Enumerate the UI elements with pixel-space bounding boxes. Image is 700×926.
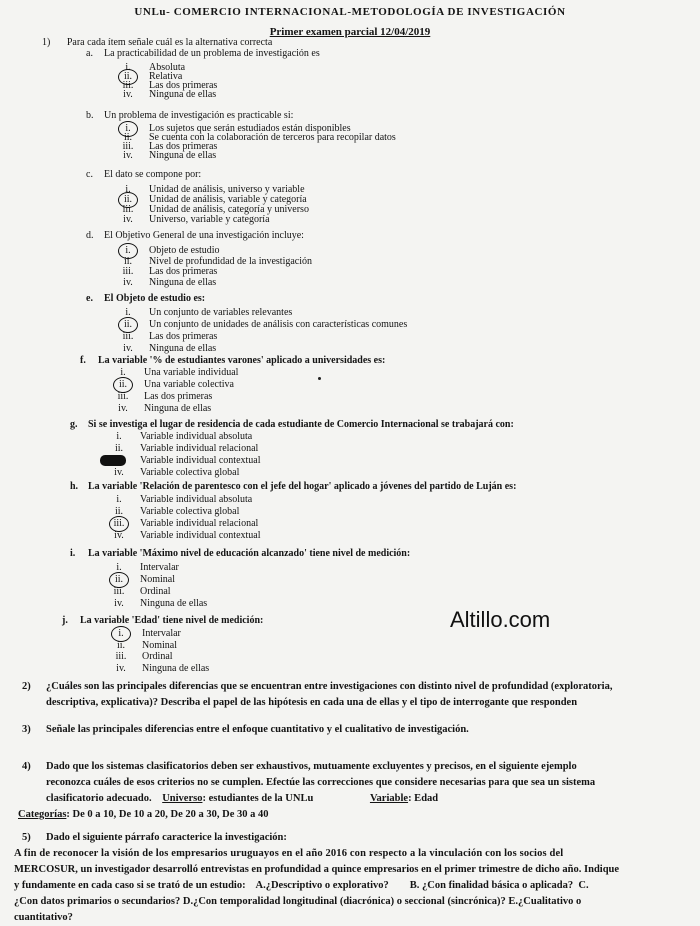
option-numeral: iv. — [123, 276, 133, 288]
option-numeral: iii. — [122, 80, 134, 91]
question-text-line: Dado el siguiente párrafo caracterice la investigación: — [46, 832, 287, 843]
option-text: Las dos primeras — [149, 80, 218, 91]
option-text: Nominal — [140, 574, 175, 585]
question-text-line: MERCOSUR, un investigador desarrolló entrevistas en profundidad a quince empresarios en el primer trimestre de dicho año. Indique — [14, 864, 620, 875]
item-stem — [62, 615, 263, 626]
option-text: Relativa — [149, 71, 183, 82]
question-text-line: A fin de reconocer la visión de los empresarios uruguayos en el año 2016 con respecto a la vinculación con los socios del — [14, 848, 564, 859]
option-numeral: iv. — [118, 403, 128, 414]
option-numeral: iv. — [114, 530, 124, 541]
categorias-value: : De 0 a 10, De 10 a 20, De 20 a 30, De 30 a 40 — [66, 809, 269, 820]
option-text: Un conjunto de unidades de análisis con características comunes — [149, 319, 408, 330]
option-text: Ninguna de ellas — [142, 662, 210, 674]
question-text-line: cuantitativo? — [14, 912, 73, 923]
item-stem-text: La practicabilidad de un problema de investigación es — [104, 48, 320, 59]
option-numeral: iv. — [123, 343, 133, 354]
question-text-line: reconozca cuáles de esos criterios no se cumplen. Efectúe las correcciones que considere necesarias para que sea un sistema — [46, 777, 596, 788]
option-text: Una variable colectiva — [144, 379, 234, 390]
option-numeral: iv. — [116, 662, 126, 674]
item-letter: a. — [86, 48, 93, 59]
option-numeral: iv. — [123, 214, 133, 225]
option-text: Ninguna de ellas — [149, 343, 217, 354]
question-number: 4) — [22, 761, 31, 772]
item-letter: d. — [86, 230, 94, 241]
option-numeral: ii. — [123, 71, 133, 82]
option-numeral: ii. — [114, 506, 124, 517]
option-text: Las dos primeras — [149, 331, 218, 342]
option-text: Una variable individual — [144, 367, 239, 378]
item-stem — [86, 293, 205, 304]
option-numeral: i. — [118, 628, 124, 639]
ink-dot — [318, 377, 321, 380]
item-stem — [86, 48, 320, 59]
question-text-line: clasificatorio adecuado. — [46, 793, 152, 804]
question-text: Para cada ítem señale cuál es la alternativa correcta — [66, 37, 273, 48]
item-stem — [86, 169, 201, 180]
question-3 — [22, 722, 469, 738]
question-4 — [18, 759, 596, 823]
option-numeral: ii. — [118, 379, 128, 390]
option-text: Unidad de análisis, variable y categoría — [149, 194, 307, 205]
option-text: Ordinal — [142, 651, 173, 662]
option-numeral: iv. — [114, 467, 124, 478]
variable-label: Variable — [369, 793, 409, 804]
option-numeral: i. — [116, 562, 122, 573]
option-numeral: ii. — [123, 319, 133, 330]
item-stem — [70, 548, 410, 559]
option-numeral: iii. — [122, 204, 134, 215]
item-stem-text: La variable '% de estudiantes varones' aplicado a universidades es: — [98, 355, 386, 366]
item-stem-text: El Objetivo General de una investigación incluye: — [104, 230, 304, 241]
option-numeral: iv. — [114, 598, 124, 609]
option-numeral: i. — [125, 307, 131, 318]
exam-header-title: UNLu- COMERCIO INTERNACIONAL-METODOLOGÍA DE INVESTIGACIÓN — [134, 6, 566, 18]
variable-value: : Edad — [408, 793, 439, 804]
option-numeral: iii. — [122, 266, 134, 277]
option-numeral: i. — [125, 123, 131, 134]
option-numeral: i. — [125, 184, 131, 195]
option-text: Objeto de estudio — [149, 245, 220, 256]
option-text: Variable individual relacional — [140, 518, 259, 529]
item-stem — [86, 230, 304, 241]
option-text: Ninguna de ellas — [149, 276, 217, 288]
exam-header-subtitle: Primer examen parcial 12/04/2019 — [269, 26, 431, 38]
option-text: Nivel de profundidad de la investigación — [149, 255, 313, 267]
universo-label: Universo — [162, 793, 203, 804]
option-text: Ninguna de ellas — [140, 598, 208, 609]
option-text: Variable individual absoluta — [140, 431, 253, 442]
item-letter: b. — [86, 110, 94, 121]
question-text-line: descriptiva, explicativa)? Describa el papel de las hipótesis en cada una de ellas y el tipo de interrogante que responden — [46, 697, 578, 708]
item-stem-text: El Objeto de estudio es: — [104, 293, 206, 304]
option-text: Variable individual absoluta — [140, 494, 253, 505]
item-stem-text: Si se investiga el lugar de residencia de cada estudiante de Comercio Internacional se trabajará con: — [88, 419, 514, 430]
question-2 — [22, 679, 612, 711]
option-text: Unidad de análisis, universo y variable — [149, 184, 305, 195]
watermark-text: Altillo.com — [450, 607, 551, 632]
option-numeral: ii. — [114, 574, 124, 585]
item-stem-text: La variable 'Relación de parentesco con el jefe del hogar' aplicado a jóvenes del partido de Luján es: — [88, 481, 517, 492]
question-text-line: Dado que los sistemas clasificatorios deben ser exhaustivos, mutuamente excluyentes y precisos, en el siguiente ejemplo — [46, 761, 577, 772]
option-text: Se cuenta con la colaboración de terceros para recopilar datos — [149, 132, 396, 143]
option-text: Variable individual contextual — [140, 530, 261, 541]
item-stem — [86, 110, 293, 121]
option-numeral: iii. — [122, 331, 134, 342]
option-text: Intervalar — [140, 562, 179, 573]
question-text-line: Señale las principales diferencias entre el enfoque cuantitativo y el cualitativo de investigación. — [46, 724, 469, 735]
option-text: Las dos primeras — [149, 141, 218, 152]
question-5 — [14, 830, 692, 926]
option-text: Variable individual contextual — [140, 455, 261, 466]
question-1-prompt — [42, 37, 272, 48]
item-stem — [70, 419, 514, 430]
question-number: 5) — [22, 832, 31, 843]
item-stem-text: La variable 'Edad' tiene nivel de medición: — [80, 615, 264, 626]
item-letter: g. — [70, 419, 78, 430]
item-stem — [80, 355, 385, 366]
question-number: 1) — [42, 37, 51, 48]
option-numeral: i. — [116, 494, 122, 505]
filled-mark-icon — [100, 455, 126, 466]
item-stem-text: Un problema de investigación es practicable si: — [104, 110, 294, 121]
option-numeral: iii. — [117, 391, 129, 402]
question-text-line: y fundamente en cada caso si se trató de un estudio: A.¿Descriptivo o explorativo? B. ¿Con finalidad básica o aplicada? C. — [14, 880, 589, 891]
option-text: Variable individual relacional — [140, 443, 259, 454]
option-numeral: i. — [120, 367, 126, 378]
item-letter: h. — [70, 481, 79, 492]
option-text: Nominal — [142, 639, 177, 651]
universo-value: : estudiantes de la UNLu — [202, 793, 314, 804]
option-numeral: ii. — [116, 639, 126, 651]
option-text: Universo, variable y categoría — [149, 214, 270, 225]
item-letter: c. — [86, 169, 93, 180]
option-text: Variable colectiva global — [140, 467, 240, 478]
question-number: 3) — [22, 724, 31, 735]
option-numeral: i. — [116, 431, 122, 442]
item-letter: f. — [80, 355, 86, 366]
option-text: Absoluta — [149, 62, 186, 73]
item-stem — [70, 481, 516, 492]
item-stem-text: La variable 'Máximo nivel de educación alcanzado' tiene nivel de medición: — [88, 548, 411, 559]
question-number: 2) — [22, 681, 31, 692]
question-text-line: ¿Con datos primarios o secundarios? D.¿Con temporalidad longitudinal (diacrónica) o seccional (sincrónica)? E.¿Cualitativo o — [14, 896, 582, 907]
option-text: Ninguna de ellas — [149, 89, 217, 100]
option-text: Unidad de análisis, categoría y universo — [149, 204, 309, 215]
option-numeral: ii. — [123, 132, 133, 143]
option-text: Ordinal — [140, 586, 171, 597]
option-numeral: iv. — [123, 150, 133, 161]
option-numeral: iii. — [113, 518, 125, 529]
item-letter: j. — [62, 615, 68, 626]
option-text: Variable colectiva global — [140, 506, 240, 517]
option-numeral: iv. — [123, 89, 133, 100]
question-text-line: ¿Cuáles son las principales diferencias que se encuentran entre investigaciones con distinto nivel de profundidad (exploratoria, — [46, 681, 613, 692]
option-numeral: i. — [125, 62, 131, 73]
option-numeral: i. — [125, 245, 131, 256]
option-text: Ninguna de ellas — [144, 403, 212, 414]
item-letter: e. — [86, 293, 93, 304]
option-text: Ninguna de ellas — [149, 150, 217, 161]
option-text: Las dos primeras — [144, 391, 213, 402]
option-numeral: iii. — [115, 651, 127, 662]
option-text: Las dos primeras — [149, 266, 218, 277]
option-numeral: ii. — [123, 194, 133, 205]
option-numeral: iii. — [122, 141, 134, 152]
categorias-label: Categorías — [18, 809, 67, 820]
item-stem-text: El dato se compone por: — [104, 169, 202, 180]
option-text: Un conjunto de variables relevantes — [149, 307, 293, 318]
item-letter: i. — [70, 548, 76, 559]
option-text: Los sujetos que serán estudiados están disponibles — [149, 123, 351, 134]
option-numeral: ii. — [123, 255, 133, 267]
option-text: Intervalar — [142, 628, 181, 639]
option-numeral: iii. — [113, 586, 125, 597]
option-numeral: ii. — [114, 443, 124, 454]
